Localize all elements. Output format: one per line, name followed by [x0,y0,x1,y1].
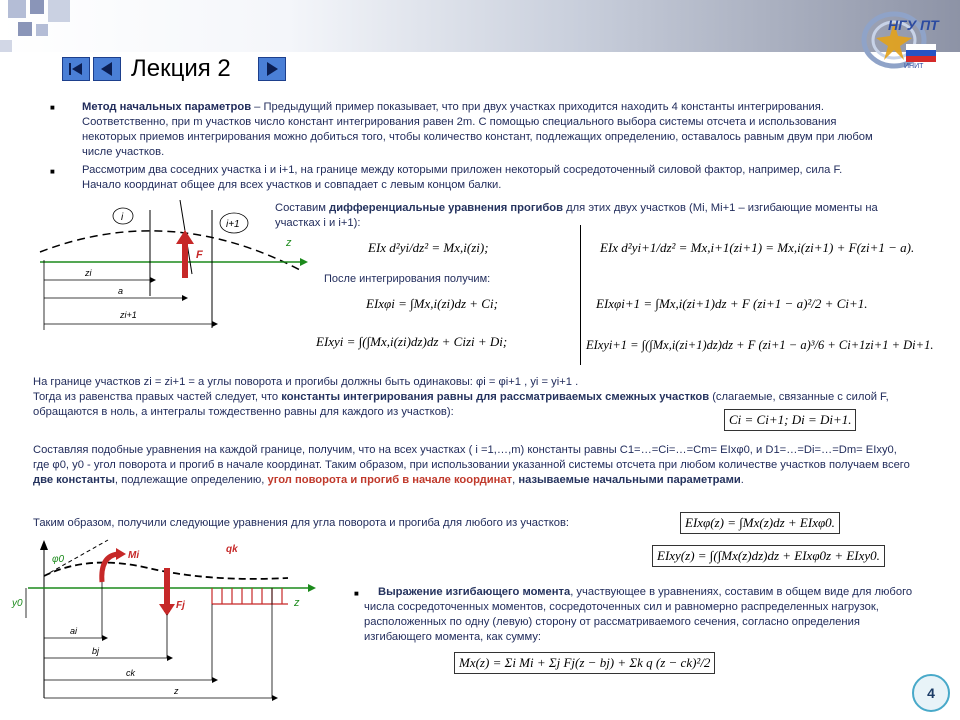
constants-equal-equation: Ci = Ci+1; Di = Di+1. [724,409,856,431]
label-i1: i+1 [226,219,240,230]
paragraph-method [82,100,882,160]
compose-term: дифференциальные уравнения прогибов [329,202,563,214]
label-i: i [121,212,124,223]
page-number-badge: 4 [912,674,950,712]
moment-expression-paragraph [364,585,918,645]
compose-suffix: для этих двух участков (Mi, Mi+1 – изгибающие моменты на участках i и i+1): [275,202,878,229]
equation-divider [580,225,581,365]
force-label-2: Fj [176,600,185,611]
equation-phi-left: EIxφi = ∫Mx,i(zi)dz + Ci; [366,296,498,311]
equation-d2-right: EIx d²yi+1/dz² = Mx,i+1(zi+1) = Mx,i(zi+1) + F(zi+1 − a). [600,240,915,255]
distributed-load [212,588,288,604]
distributed-load-label: qk [226,544,238,555]
para3-prefix: Составляя подобные уравнения на каждой границе, получим, что на всех участках ( i =1,…,m) константы равны C1=…=Ci=…=Cm= EIxφ0, и D1=…=Di=…=Dm= EIxy0, где φ0, y0 - угол поворота и прогиб в начале координат. Таким образом, при использовании указанной системы отсчета при любом количестве участков получаем всего [33,444,910,471]
top-decorative-bar [0,0,960,52]
bullet: ■ [50,103,55,112]
decor-square [36,24,48,36]
force-arrow [182,242,188,278]
z-label-2: z [294,597,300,609]
para3-term1: две константы [33,474,115,486]
bending-moment-equation: Mx(z) = Σi Mi + Σj Fj(z − bj) + Σk q (z − ck)²/2 [454,652,715,674]
decor-square [18,22,32,36]
z-label: z [286,237,292,249]
page-title: Лекция 2 [131,55,231,82]
moment-term: Выражение изгибающего момента [378,586,571,598]
general-loading-figure [8,538,328,704]
equation-phi-right: EIxφi+1 = ∫Mx,i(zi+1)dz + F (zi+1 − a)²/2 + Ci+1. [596,296,868,311]
logo-text: НГУ ПТ [888,17,939,33]
after-integration-label: После интегрирования получим: [324,273,491,285]
final-y-equation: EIxy(z) = ∫(∫Mx(z)dz)dz + EIxφ0z + EIxy0. [652,545,885,567]
beam-segments-figure [30,200,310,340]
bullet: ■ [50,167,55,176]
nav-first-icon [63,58,89,80]
nav-next-icon [259,58,285,80]
boundary-line2-term: константы интегрирования равны для рассматриваемых смежных участков [281,391,710,403]
method-term: Метод начальных параметров [82,101,252,113]
dim-a: a [118,286,124,296]
boundary-line2-suffix: (слагаемые, связанные с силой F, обращаются в ноль, а интегралы тождественно равны для каждого из участков): [33,391,889,418]
para3-middle: , подлежащие определению, [114,474,268,486]
deflection-curve [40,231,300,270]
equation-d2-left: EIx d²yi/dz² = Mx,i(zi); [368,240,489,255]
y0-label: y0 [12,598,23,609]
final-equations-intro: Таким образом, получили следующие уравнения для угла поворота и прогиба для любого из участков: [33,517,570,529]
moment-arrow [102,554,118,582]
dim-zi: zi [85,268,92,278]
nav-prev-icon [94,58,120,80]
university-logo [858,8,940,70]
para3-term3: называемые начальными параметрами [518,474,741,486]
paragraph-consider [82,163,882,193]
nav-first-button[interactable] [62,57,90,81]
decor-square [48,0,70,22]
para3-middle2: , [512,474,519,486]
initial-parameters-paragraph [33,443,913,488]
final-phi-equation: EIxφ(z) = ∫Mx(z)dz + EIxφ0. [680,512,840,534]
dim-bj: bj [92,646,100,656]
moment-label: Mi [128,550,140,561]
para3-term2: угол поворота и прогиб в начале координат [267,474,513,486]
force-label: F [196,249,203,261]
decor-square [8,0,26,18]
method-text: – Предыдущий пример показывает, что при двух участках приходится находить 4 константы интегрирования. Соответственно, при m участков число констант интегрирования равен 2m. С помощью специального выбора системы отсчета и использования некоторых приемов интегрирования можно добиться того, чтобы количество констант, подлежащих определению, оставалось равным двум при любом числе участков. [82,101,873,158]
bullet: ■ [354,589,359,598]
equation-y-left: EIxyi = ∫(∫Mx,i(zi)dz)dz + Cizi + Di; [316,334,508,349]
boundary-line1: На границе участков zi = zi+1 = a углы поворота и прогибы должны быть одинаковы: φi = φi+1 , yi = yi+1 . [33,376,579,388]
equation-y-right: EIxyi+1 = ∫(∫Mx,i(zi+1)dz)dz + F (zi+1 − a)³/6 + Ci+1zi+1 + Di+1. [586,338,934,352]
compose-prefix: Составим [275,202,330,214]
decor-square [30,0,44,14]
nav-next-button[interactable] [258,57,286,81]
boundary-line2-prefix: Тогда из равенства правых частей следует, что [33,391,282,403]
dim-z: z [174,686,179,696]
dim-ai: ai [70,626,78,636]
phi0-label: φ0 [52,554,65,565]
decor-square [0,40,12,52]
logo-subtext: ИНИТ [904,63,924,70]
dim-ck: ck [126,668,135,678]
consider-text: Рассмотрим два соседних участка i и i+1, на границе между которыми приложен некоторый сосредоточенный силовой фактор, например, сила F. Начало координат общее для всех участков и совпадает с левым концом балки. [82,164,843,191]
nav-prev-button[interactable] [93,57,121,81]
dim-zi1: zi+1 [120,310,137,320]
compose-paragraph [275,201,915,231]
para3-end: . [740,474,744,486]
moment-text: , участвующее в уравнениях, составим в общем виде для любого числа сосредоточенных моментов, сосредоточенных сил и равномерно распределенных нагрузок, расположенных по одну (левую) сторону от рассматриваемого сечения, согласно определения изгибающего момента, как сумму: [364,586,913,643]
university-logo-icon [858,8,940,70]
